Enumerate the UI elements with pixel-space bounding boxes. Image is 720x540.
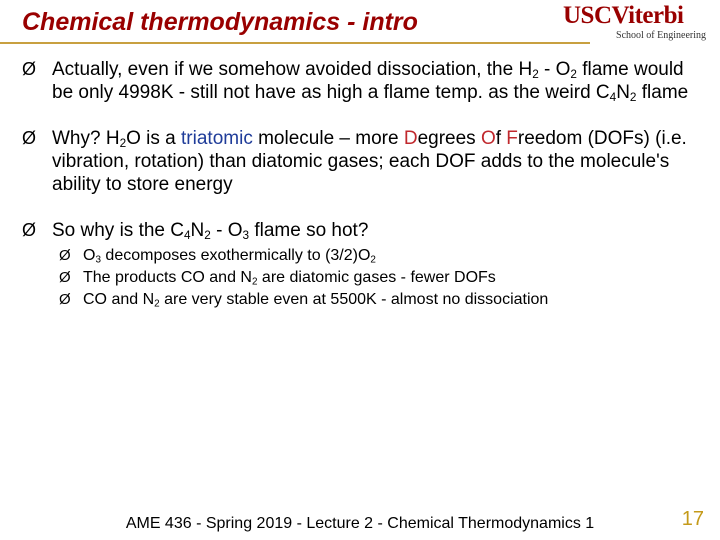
highlight-o: O (480, 128, 496, 149)
bullet-arrow-icon: Ø (22, 59, 37, 79)
subbullet-o3 (22, 245, 702, 267)
subbullet-text: CO and $N_2$ are very stable even at 5500K - almost no dissociation (83, 291, 549, 310)
logo-subtitle: School of Engineering (616, 30, 706, 41)
subbullet-stable (22, 289, 702, 311)
bullet-text: So why is the $C_4N_2 - O_3$ flame so hot? (52, 220, 369, 242)
title-underline (0, 42, 590, 44)
logo-wordmark: USCViterbi (563, 2, 684, 29)
highlight-d: D (403, 128, 418, 149)
bullet-triatomic (22, 127, 702, 219)
subbullet-arrow-icon: Ø (59, 269, 71, 286)
highlight-f: F (506, 128, 518, 149)
subbullet-text: The products CO and $N_2$ are diatomic gases - fewer DOFs (83, 269, 496, 288)
slide-body (22, 58, 702, 311)
usc-viterbi-logo (563, 2, 708, 42)
page-number: 17 (681, 508, 704, 530)
subbullet-arrow-icon: Ø (59, 291, 71, 308)
bullet-arrow-icon: Ø (22, 128, 37, 148)
slide-footer: AME 436 - Spring 2019 - Lecture 2 - Chemical Thermodynamics 1 (125, 515, 595, 532)
bullet-text: Actually, even if we somehow avoided dissociation, the $H_2 - O_2$ flame would be only 4998K - still not have as high a flame temp. as the weird $C_4N_2$ flame (52, 59, 689, 104)
highlight-triatomic: triatomic (181, 128, 253, 149)
bullet-arrow-icon: Ø (22, 220, 37, 240)
subbullet-products (22, 267, 702, 289)
bullet-text: Why? $H_2O$ is a triatomic molecule – more Degrees Of Freedom (DOFs) (i.e. vibration, rotation) than diatomic gases; each DOF adds to the molecule's ability to store energy (52, 128, 687, 195)
subbullet-arrow-icon: Ø (59, 247, 71, 264)
slide-title: Chemical thermodynamics - intro (22, 8, 418, 36)
subbullet-text: $O_3$ decomposes exothermically to $(3/2)O_2$ (83, 247, 376, 266)
bullet-dissociation (22, 58, 702, 127)
bullet-why-hot (22, 219, 702, 245)
